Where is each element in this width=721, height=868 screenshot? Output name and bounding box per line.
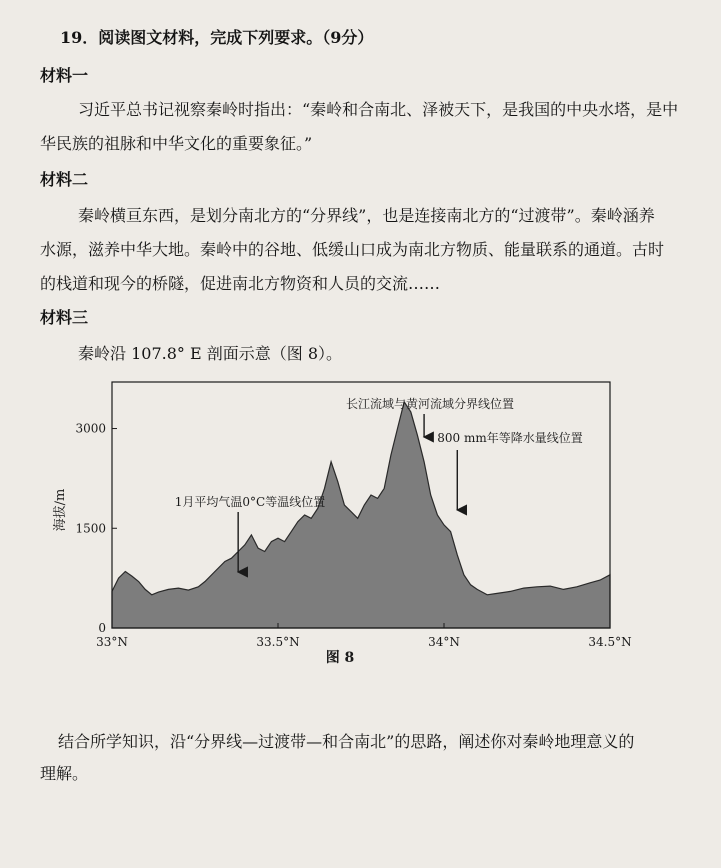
question-header: 19．阅读图文材料，完成下列要求。（9分） bbox=[60, 28, 374, 47]
material1-line-1: 习近平总书记视察秦岭时指出：“秦岭和合南北、泽被天下，是我国的中央水塔，是中 bbox=[78, 100, 679, 119]
material1-line-2: 华民族的祖脉和中华文化的重要象征。” bbox=[40, 134, 313, 153]
y-tick-label: 3000 bbox=[75, 421, 106, 436]
material1-label: 材料一 bbox=[40, 66, 89, 85]
task-line-2: 理解。 bbox=[40, 764, 89, 783]
x-tick-label: 34°N bbox=[428, 635, 460, 649]
material3-label: 材料三 bbox=[40, 308, 89, 327]
material2-line-1: 秦岭横亘东西，是划分南北方的“分界线”，也是连接南北方的“过渡带”。秦岭涵养 bbox=[78, 206, 655, 225]
annotation-label: 800 mm年等降水量线位置 bbox=[437, 431, 583, 445]
figure-caption: 图 8 bbox=[325, 650, 355, 666]
annotation-label: 长江流域与黄河流域分界线位置 bbox=[345, 397, 515, 411]
annotation-label: 1月平均气温0°C等温线位置 bbox=[174, 495, 326, 509]
material2-line-2: 水源，滋养中华大地。秦岭中的谷地、低缓山口成为南北方物质、能量联系的通道。古时 bbox=[40, 240, 665, 259]
task-line-1: 结合所学知识，沿“分界线—过渡带—和合南北”的思路，阐述你对秦岭地理意义的 bbox=[58, 732, 635, 751]
y-tick-label: 1500 bbox=[75, 521, 106, 536]
material2-label: 材料二 bbox=[40, 170, 89, 189]
profile-figure bbox=[40, 332, 690, 672]
y-axis-label: 海拔/m bbox=[53, 488, 68, 532]
profile-chart bbox=[40, 332, 690, 672]
y-tick-label: 0 bbox=[98, 621, 106, 635]
material2-line-3: 的栈道和现今的桥隧，促进南北方物资和人员的交流…… bbox=[40, 274, 441, 293]
x-tick-label: 34.5°N bbox=[588, 635, 632, 649]
material3-line: 秦岭沿 107.8° E 剖面示意（图 8）。 bbox=[78, 344, 343, 363]
x-tick-label: 33.5°N bbox=[256, 635, 300, 649]
x-tick-label: 33°N bbox=[96, 635, 128, 649]
